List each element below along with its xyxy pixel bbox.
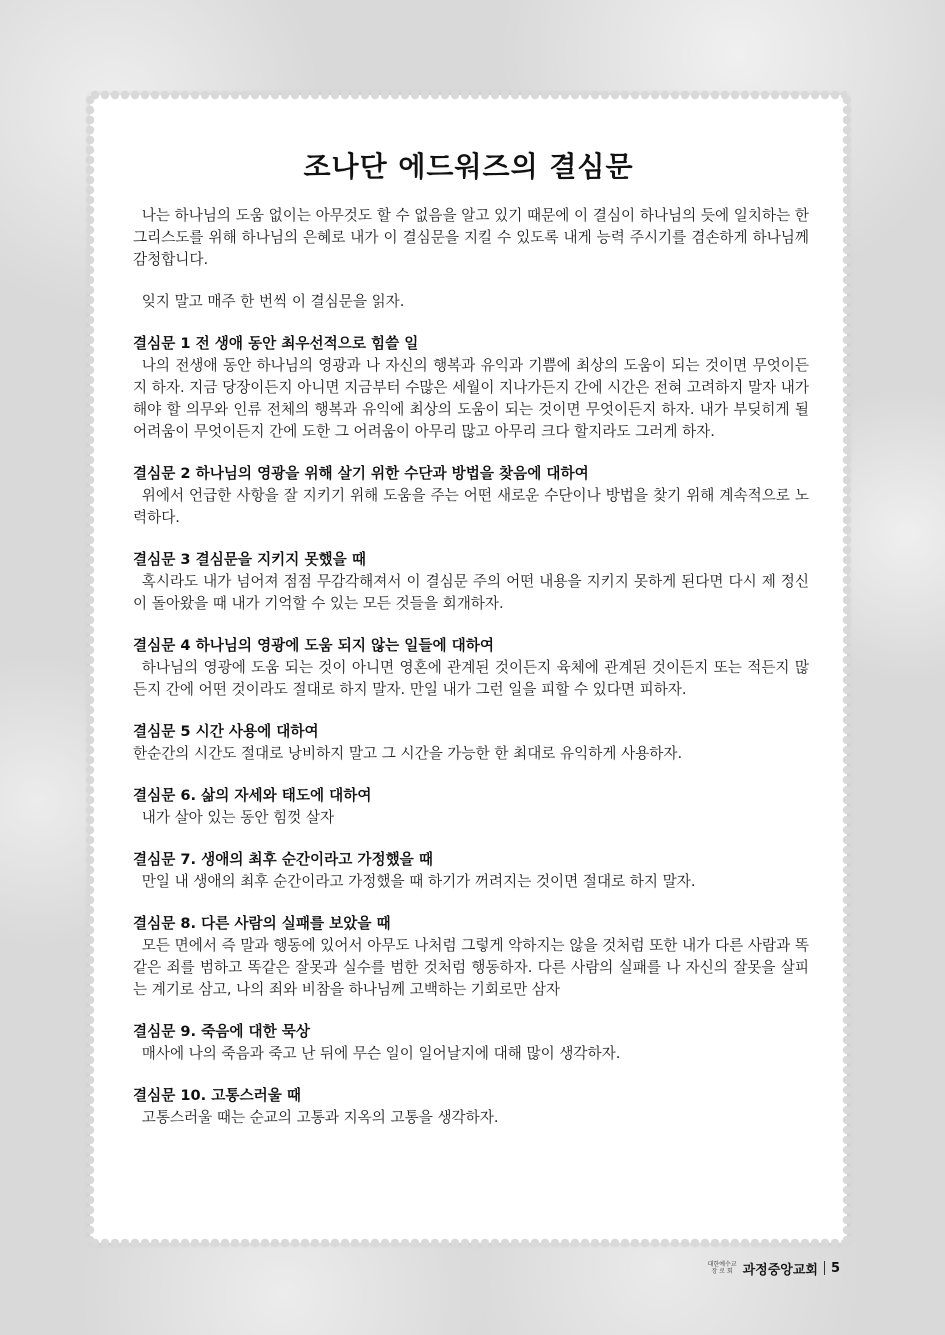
- resolution-body: 내가 살아 있는 동안 힘껏 살자: [141, 809, 335, 826]
- resolution-heading: 결심문 7. 생애의 최후 순간이라고 가정했을 때: [133, 851, 433, 868]
- church-name: 과정중앙교회: [742, 1262, 818, 1278]
- intro-paragraph: 나는 하나님의 도움 없이는 아무것도 할 수 없음을 알고 있기 때문에 이 결심이 하나님의 듯에 일치하는 한 그리스도를 위해 하나님의 은혜로 내가 이 결심문을 지킬 수 있도록 내게 능력 주시기를 겸손하게 하나님께 감청합니다.: [133, 207, 809, 268]
- page-number: 5: [830, 1260, 840, 1276]
- resolution-heading: 결심문 8. 다른 사람의 실패를 보았을 때: [133, 915, 391, 932]
- resolution-body: 나의 전생애 동안 하나님의 영광과 나 자신의 행복과 유익과 기쁨에 최상의 도움이 되는 것이면 무엇이든지 하자. 지금 당장이든지 아니면 지금부터 수많은 세월이 지나가든지 간에 시간은 전혀 고려하지 말자 내가 해야 할 의무와 인류 전체의 행복과 유익에 최상의 도움이 되는 것이면 무엇이든지 하자. 내가 부딪히게 될 어려움이 무엇이든지 간에 도한 그 어려움이 아무리 많고 아무리 크다 할지라도 그러게 하자.: [133, 357, 809, 440]
- intro-reminder: 잊지 말고 매주 한 번씩 이 결심문을 읽자.: [141, 293, 405, 310]
- resolution-body: 고통스러울 때는 순교의 고통과 지옥의 고통을 생각하자.: [141, 1109, 499, 1126]
- resolution-body: 하나님의 영광에 도움 되는 것이 아니면 영혼에 관계된 것이든지 육체에 관계된 것이든지 또는 적든지 많든지 간에 어떤 것이라도 절대로 하지 말자. 만일 내가 그런 일을 피할 수 있다면 피하자.: [133, 659, 809, 698]
- perforated-edge-left: [85, 95, 95, 1243]
- document-body: [133, 205, 809, 1149]
- denomination-line: 장 로 회: [711, 1268, 733, 1275]
- resolution-section: [133, 1021, 809, 1065]
- spacer: [133, 271, 809, 291]
- resolution-heading: 결심문 10. 고통스러울 때: [133, 1087, 301, 1104]
- resolution-body: 한순간의 시간도 절대로 낭비하지 말고 그 시간을 가능한 한 최대로 유익하게 사용하자.: [133, 745, 683, 762]
- resolution-heading: 결심문 4 하나님의 영광에 도움 되지 않는 일들에 대하여: [133, 637, 494, 654]
- resolution-section: [133, 333, 809, 443]
- resolution-section: [133, 913, 809, 1001]
- resolution-body: 만일 내 생애의 최후 순간이라고 가정했을 때 하기가 꺼려지는 것이면 절대로 하지 말자.: [141, 873, 696, 890]
- resolution-body: 매사에 나의 죽음과 죽고 난 뒤에 무슨 일이 일어날지에 대해 많이 생각하자.: [141, 1045, 621, 1062]
- resolution-section: [133, 549, 809, 615]
- resolution-section: [133, 785, 809, 829]
- page-title: 조나단 에드워즈의 결심문: [303, 150, 634, 183]
- denomination-label: [708, 1261, 737, 1275]
- resolution-body: 혹시라도 내가 넘어져 점점 무감각해져서 이 결심문 주의 어떤 내용을 지키지 못하게 된다면 다시 제 정신이 돌아왔을 때 내가 기억할 수 있는 모든 것들을 회개하자.: [133, 573, 809, 612]
- resolution-heading: 결심문 2 하나님의 영광을 위해 살기 위한 수단과 방법을 찾음에 대하여: [133, 465, 589, 482]
- resolution-section: [133, 721, 809, 765]
- perforated-edge-right: [842, 95, 852, 1243]
- denomination-line: 대한예수교: [707, 1261, 737, 1268]
- document-page: [90, 95, 847, 1243]
- resolution-heading: 결심문 9. 죽음에 대한 묵상: [133, 1023, 310, 1040]
- footer-divider: [824, 1261, 825, 1275]
- resolution-body: 모든 면에서 즉 말과 행동에 있어서 아무도 나처럼 그렇게 악하지는 않을 것처럼 또한 내가 다른 사람과 똑같은 죄를 범하고 똑같은 잘못과 실수를 범한 것처럼 행동하자. 다른 사람의 실패를 나 자신의 잘못을 살피는 계기로 삼고, 나의 죄와 비참을 하나님께 고백하는 기회로만 삼자: [133, 937, 809, 998]
- resolution-heading: 결심문 3 결심문을 지키지 못했을 때: [133, 551, 366, 568]
- resolution-body: 위에서 언급한 사항을 잘 지키기 위해 도움을 주는 어떤 새로운 수단이나 방법을 찾기 위해 계속적으로 노력하다.: [133, 487, 809, 526]
- resolution-heading: 결심문 6. 삶의 자세와 태도에 대하여: [133, 787, 372, 804]
- resolution-section: [133, 463, 809, 529]
- resolution-heading: 결심문 5 시간 사용에 대하여: [133, 723, 319, 740]
- resolution-section: [133, 635, 809, 701]
- resolution-section: [133, 1085, 809, 1129]
- page-footer: [708, 1258, 840, 1278]
- resolution-heading: 결심문 1 전 생애 동안 최우선적으로 힘쓸 일: [133, 335, 419, 352]
- resolution-section: [133, 849, 809, 893]
- spacer: [133, 313, 809, 333]
